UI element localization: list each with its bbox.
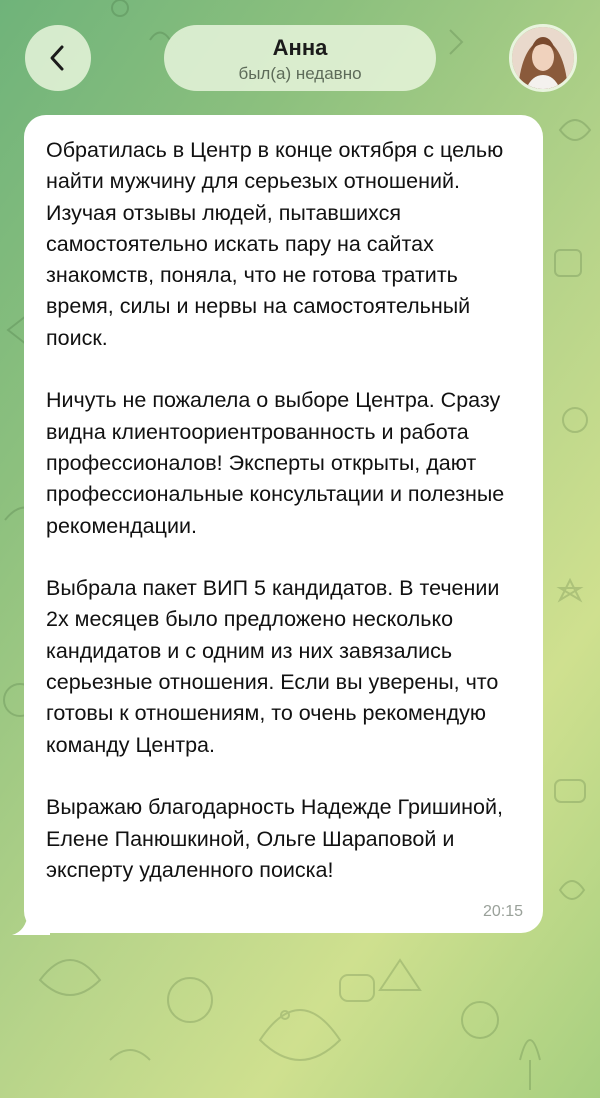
- back-button[interactable]: [25, 25, 91, 91]
- chevron-left-icon: [45, 43, 71, 73]
- message-timestamp: 20:15: [482, 903, 523, 920]
- contact-avatar[interactable]: [509, 24, 577, 92]
- message-paragraph: Выражаю благодарность Надежде Гришиной, Елене Панюшкиной, Ольге Шараповой и эксперту удаленного поиска!: [46, 795, 503, 882]
- contact-name: Анна: [272, 35, 328, 60]
- message-paragraph: Обратилась в Центр в конце октября с целью найти мужчину для серьезых отношений. Изучая отзывы людей, пытавшихся самостоятельно искать пару на сайтах знакомств, поняла, что не готова тратить время, силы и нервы на самостоятельный поиск.: [46, 138, 504, 350]
- avatar-photo: [512, 27, 574, 89]
- message-bubble[interactable]: [24, 115, 543, 933]
- contact-status: был(а) недавно: [238, 64, 362, 83]
- message-paragraph: Ничуть не пожалела о выборе Центра. Сразу видна клиентоориентрованность и работа профессионалов! Эксперты открыты, дают профессиональные консультации и полезные рекомендации.: [46, 388, 505, 538]
- message-paragraph: Выбрала пакет ВИП 5 кандидатов. В течении 2х месяцев было предложено несколько кандидатов и с одним из них завязались серьезные отношения. Если вы уверены, что готовы к отношениям, то очень рекомендую команду Центра.: [46, 576, 500, 757]
- chat-header-title[interactable]: [164, 25, 436, 91]
